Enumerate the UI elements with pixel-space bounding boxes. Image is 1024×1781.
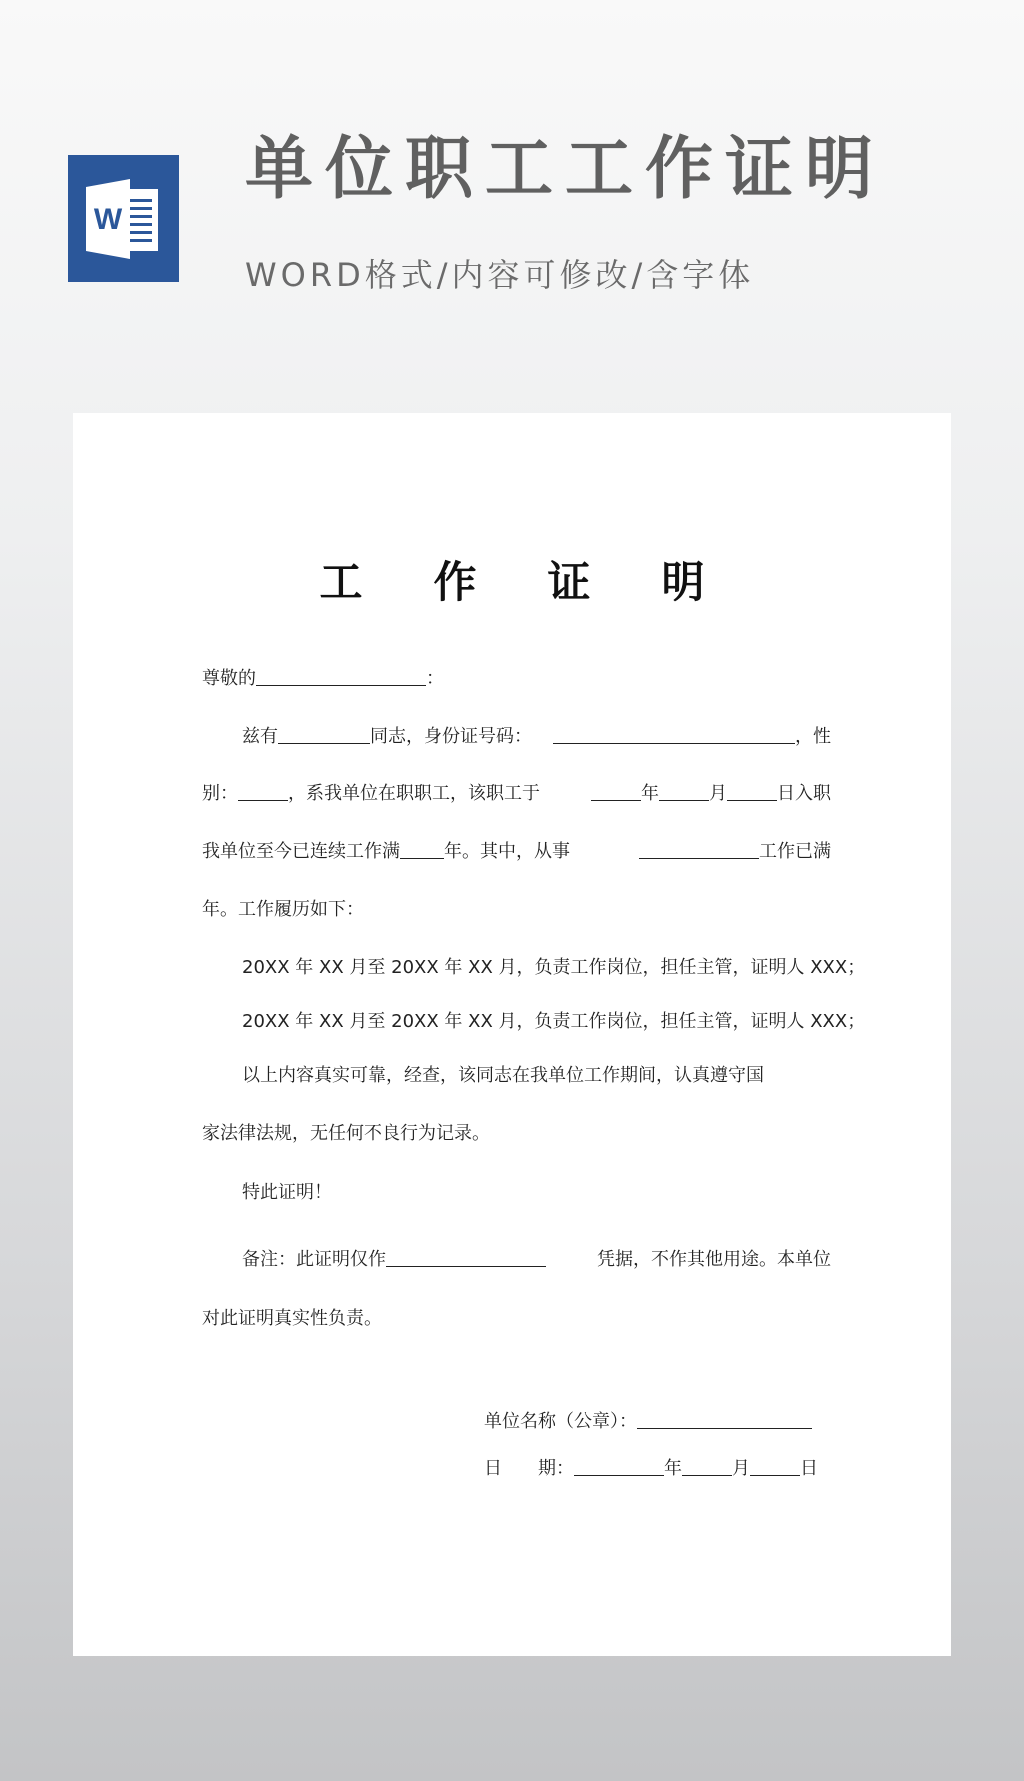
note-text-a: 备注：此证明仅作	[242, 1249, 386, 1270]
years-worked-blank[interactable]	[400, 838, 444, 859]
paragraph-line-1	[202, 723, 831, 751]
p2-text-b: ，系我单位在职职工，该职工于	[288, 783, 540, 804]
salutation-line	[202, 665, 831, 693]
date-day-label: 日	[800, 1458, 818, 1479]
word-icon	[68, 155, 179, 282]
p3-text-b: 年。其中，从事	[444, 841, 570, 862]
p3-text-a: 我单位至今已连续工作满	[202, 841, 400, 862]
date-label-day: 日	[484, 1458, 502, 1479]
join-year-blank[interactable]	[591, 780, 641, 801]
p1-text-c: ，性	[795, 726, 831, 747]
date-line	[484, 1455, 831, 1483]
word-logo	[68, 155, 179, 282]
page-subtitle: WORD格式/内容可修改/含字体	[245, 256, 755, 294]
recipient-blank[interactable]	[256, 665, 426, 686]
note-line-2: 对此证明真实性负责。	[202, 1308, 382, 1329]
date-year-label: 年	[664, 1458, 682, 1479]
paragraph-line-2	[202, 780, 831, 808]
document-page	[73, 413, 951, 1656]
note-line-1	[202, 1246, 831, 1274]
date-month-label: 月	[732, 1458, 750, 1479]
date-year-blank[interactable]	[574, 1455, 664, 1476]
salutation-text: 尊敬的	[202, 668, 256, 689]
document-title: 工 作 证 明	[319, 558, 733, 608]
gender-blank[interactable]	[238, 780, 288, 801]
p3-text-c: 工作已满	[759, 841, 831, 862]
p2-text-a: 别：	[202, 783, 238, 804]
history-item-2: 20XX 年 XX 月至 20XX 年 XX 月，负责工作岗位，担任主管，证明人 XXX；	[242, 1011, 866, 1032]
paragraph-line-4: 年。工作履历如下：	[202, 899, 364, 920]
p1-text-a: 兹有	[242, 726, 278, 747]
note-text-b: 凭据，不作其他用途。本单位	[597, 1249, 831, 1270]
name-blank[interactable]	[278, 723, 370, 744]
org-name-label: 单位名称（公章）：	[484, 1411, 637, 1432]
history-item-1: 20XX 年 XX 月至 20XX 年 XX 月，负责工作岗位，担任主管，证明人 XXX；	[242, 957, 866, 978]
month-label: 月	[709, 783, 727, 804]
org-name-blank[interactable]	[637, 1408, 812, 1429]
id-number-blank[interactable]	[553, 723, 795, 744]
job-type-blank[interactable]	[639, 838, 759, 859]
word-logo-letter: W	[93, 203, 123, 236]
date-day-blank[interactable]	[750, 1455, 800, 1476]
purpose-blank[interactable]	[386, 1246, 546, 1267]
date-label-period: 期：	[538, 1458, 574, 1479]
join-month-blank[interactable]	[659, 780, 709, 801]
date-month-blank[interactable]	[682, 1455, 732, 1476]
special-statement: 特此证明！	[242, 1182, 332, 1203]
join-day-blank[interactable]	[727, 780, 777, 801]
paragraph-line-5: 以上内容真实可靠，经查，该同志在我单位工作期间，认真遵守国	[242, 1065, 764, 1086]
page-title: 单位职工工作证明	[245, 130, 886, 209]
p2-text-c: 日入职	[777, 783, 831, 804]
paragraph-line-3	[202, 838, 831, 866]
p1-text-b: 同志，身份证号码：	[370, 726, 532, 747]
paragraph-line-6: 家法律法规，无任何不良行为记录。	[202, 1123, 490, 1144]
year-label: 年	[641, 783, 659, 804]
salutation-colon: ：	[426, 668, 444, 689]
org-name-line	[484, 1408, 831, 1436]
